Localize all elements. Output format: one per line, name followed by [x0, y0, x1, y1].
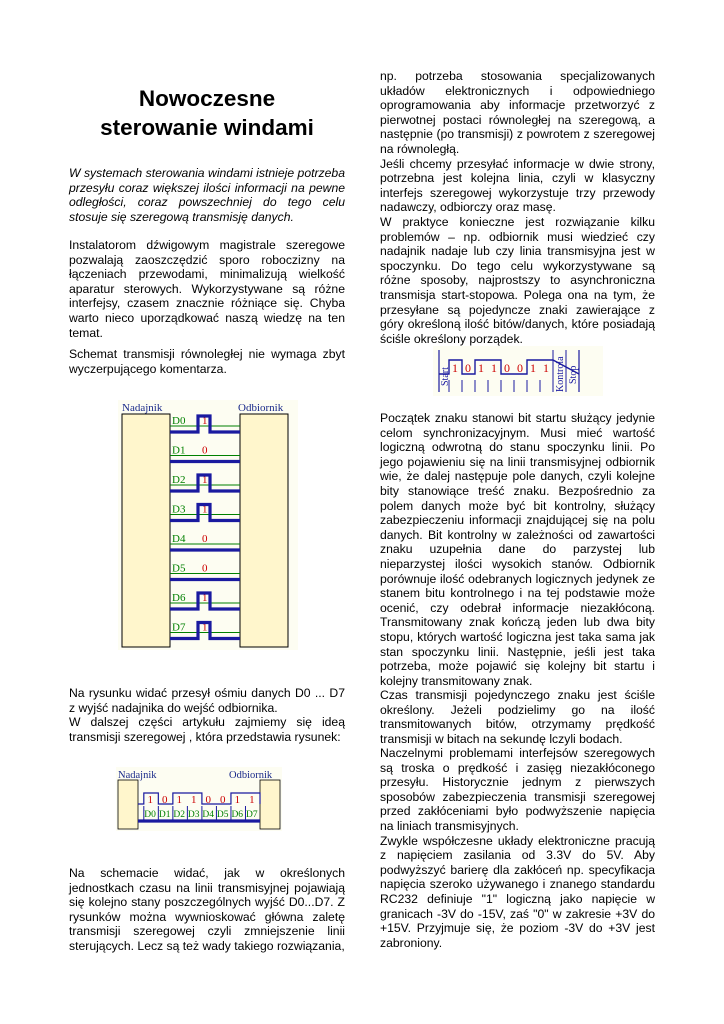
bit-name: D2 — [173, 810, 185, 820]
bit-value: 0 — [504, 361, 510, 375]
bit-value: 0 — [465, 361, 471, 375]
paragraph: np. potrzeba stosowania specjalizowanych układów elektronicznych i odpowiedniego oprogramowania aby informacje przetworzyć z pierwotnej postaci równoległej na szeregową, a następnie (po transmisji) z powrotem z szeregowej na równoległą. — [380, 69, 655, 156]
left-block-2 — [69, 347, 345, 376]
bit-name: D0 — [144, 810, 156, 820]
bit-value: 1 — [147, 794, 153, 806]
sender-box — [122, 414, 170, 647]
line-label: D2 — [172, 474, 186, 486]
left-block-4 — [69, 866, 345, 954]
line-label: D1 — [172, 444, 186, 457]
left-block-1 — [69, 238, 345, 340]
sender-box — [118, 780, 138, 829]
start-stop-frame-figure — [433, 346, 603, 396]
left-block-3 — [69, 686, 345, 744]
bit-value: 0 — [517, 361, 523, 375]
parallel-transmission-figure — [118, 400, 298, 650]
bit-value: 1 — [530, 361, 536, 375]
bit-value: 1 — [249, 794, 255, 806]
paragraph: Czas transmisji pojedynczego znaku jest ściśle określony. Jeżeli podzielimy go na ilość transmitowanych bitów, otrzymamy prędkość transmisji w bitach na sekundę lczyli bodach. — [380, 688, 655, 747]
start-label: Start — [440, 367, 451, 386]
bit-value: 0 — [202, 444, 208, 457]
bit-name: D3 — [187, 810, 200, 820]
title-line-1: Nowoczesne — [138, 86, 276, 111]
receiver-label: Odbiornik — [229, 770, 273, 781]
intro-paragraph: W systemach sterowania windami istnieje potrzeba przesyłu coraz większej ilości informacji na pewne odległości, coraz powszechniej do tego celu stosuje się szeregową transmisję danych. — [69, 166, 345, 224]
bit-value: 1 — [478, 361, 484, 375]
bit-name: D7 — [245, 810, 258, 820]
paragraph: Jeśli chcemy przesyłać informacje w dwie strony, potrzebna jest kolejna linia, czyli w klasyczny interfejs szeregowej wykorzystuje trzy przewody nadawczy, odbiorczy oraz masę. — [380, 156, 655, 215]
paragraph: Na rysunku widać przesył ośmiu danych D0 ... D7 z wyjść nadajnika do wejść odbiornika. — [69, 686, 345, 715]
bit-value: 1 — [452, 361, 458, 375]
bit-value: 1 — [202, 415, 208, 427]
bit-name: D5 — [216, 810, 229, 820]
paragraph: W praktyce konieczne jest rozwiązanie kilku problemów – np. odbiornik musi wiedzieć czy nadajnik nadaje lub czy linia transmisyjna jest w spoczynku. Do tego celu wykorzystywane są różne sposoby, najprostszy to asynchroniczna transmisja start-stopowa. Polega ona na tym, że przesyłane są pojedyncze znaki zawierające z góry określoną ilość bitów/danych, które posiadają ściśle określony porządek. — [380, 214, 655, 346]
bit-value: 0 — [202, 562, 208, 575]
line-label: D5 — [172, 562, 186, 575]
bit-value: 0 — [205, 794, 212, 806]
paragraph: Instalatorom dźwigowym magistrale szeregowe pozwalają zaoszczędzić sporo roboczizny na łączeniach przewodami, minimalizują wielkość aparatur sterowych. Wykorzystywane są różne interfejsy, czasem znacznie różniące się. Chyba warto nieco uporządkować naszą wiedzę na ten temat. — [69, 238, 345, 340]
bit-value: 1 — [202, 621, 208, 634]
paragraph: W dalszej części artykułu zajmiemy się ideą transmisji szeregowej , która przedstawia rysunek: — [69, 715, 345, 744]
bit-value: 1 — [202, 503, 208, 516]
bit-value: 1 — [234, 794, 241, 806]
bit-name: D1 — [158, 810, 171, 820]
bit-value: 1 — [202, 592, 208, 604]
paragraph: Schemat transmisji równoległej nie wymaga zbyt wyczerpującego komentarza. — [69, 347, 345, 376]
receiver-box — [240, 414, 288, 647]
sender-label: Nadajnik — [118, 770, 157, 781]
page-title — [69, 84, 345, 142]
bit-name: D4 — [202, 810, 215, 820]
bit-name: D6 — [231, 810, 244, 820]
bit-value: 1 — [202, 474, 208, 486]
control-label: Kontrola — [555, 356, 566, 392]
right-block-2 — [380, 411, 655, 747]
right-block-3 — [380, 746, 655, 950]
paragraph: Zwykle współczesne układy elektroniczne pracują z napięciem zasilania od 3.3V do 5V. Aby podwyższyć barierę dla zakłóceń np. specyfikacja napięcia szeroko używanego i znanego standardu RC232 definiuje "1" logiczną jako napięcie w granicach -3V do -15V, zaś "0" w zakresie +3V do +15V. Przyjmuje się, że poziom -3V do +3V jest zabroniony. — [380, 833, 655, 950]
title-line-2: sterowanie windami — [100, 115, 314, 140]
paragraph: Na schemacie widać, jak w określonych jednostkach czasu na linii transmisyjnej pojawiają się kolejno stany poszczególnych wyjść D0...D7. Z rysunków można wywnioskować główna zaletę transmisji szeregowej czyli zmniejszenie linii sterujących. Lecz są też wady takiego rozwiązania, — [69, 866, 345, 953]
left-intro-block — [69, 166, 345, 224]
paragraph: Początek znaku stanowi bit startu służący jedynie celom synchronizacyjnym. Musi mieć wartość logiczną odwrotną do stanu spoczynku linii. Po jego pojawieniu się na linii transmisyjnej odbiornik wie, że dalej następuje pole danych, czyli kolejne bity stanowiące treść znaku. Bezpośrednio za polem danych może być bit kontrolny, służący zabezpieczeniu informacji znajdującej się na polu danych. Bit kontrolny w zależności od zawartości znaku uzupełnia dane do parzystej lub nieparzystej ilości wysokich stanów. Odbiornik porównuje ilość odebranych logicznych jedynek ze stanem bitu kontrolnego i na tej podstawie może ocenić, czy odebrał informacje niezakłóconą. Transmitowany znak kończą jeden lub dwa bity stopu, których wartość logiczna jest taka sama jak stan spoczynku linii. Następnie, jeśli jest taka potrzeba, może pojawić się kolejny bit startu i kolejny transmitowany znak. — [380, 411, 655, 688]
bit-value: 1 — [543, 361, 549, 375]
right-block-1 — [380, 69, 655, 346]
line-label: D4 — [172, 533, 186, 545]
line-label: D0 — [172, 415, 186, 427]
receiver-box — [260, 780, 280, 829]
serial-transmission-figure — [116, 767, 282, 831]
receiver-label: Odbiornik — [238, 402, 284, 414]
stop-label: Stop — [568, 365, 579, 384]
bit-value: 1 — [191, 794, 197, 806]
sender-label: Nadajnik — [122, 402, 163, 414]
bit-value: 1 — [176, 794, 182, 806]
bit-value: 0 — [161, 794, 168, 806]
bit-value: 0 — [202, 533, 208, 545]
line-label: D6 — [172, 592, 186, 604]
bit-value: 0 — [220, 794, 226, 806]
line-label: D7 — [172, 621, 186, 634]
line-label: D3 — [172, 503, 186, 516]
paragraph: Naczelnymi problemami interfejsów szeregowych są troska o prędkość i zasięg niezakłóconego przesyłu. Historycznie jednym z pierwszych sposobów zabezpieczenia transmisji szeregowej przed zakłóceniami było podwyższenie napięcia na liniach transmisyjnych. — [380, 746, 655, 833]
bit-value: 1 — [491, 361, 497, 375]
